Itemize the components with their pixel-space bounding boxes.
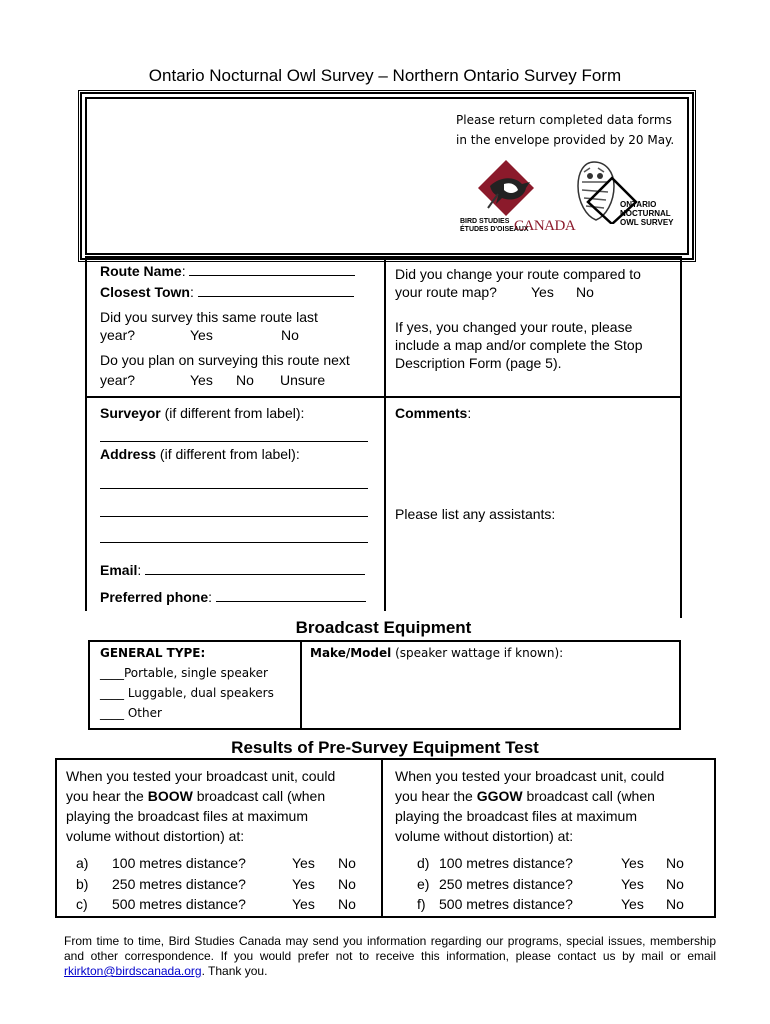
phone-input[interactable] — [216, 588, 366, 602]
email-input[interactable] — [145, 561, 365, 575]
distance-row-no[interactable]: No — [666, 855, 684, 871]
make-model-input[interactable] — [308, 666, 676, 724]
assistants-input[interactable] — [395, 526, 675, 606]
comments-row: Comments: — [395, 405, 472, 421]
surveyor-row: Surveyor (if different from label): — [100, 405, 305, 421]
test-title: Results of Pre-Survey Equipment Test — [231, 738, 539, 757]
return-note-line1: Please return completed data forms — [456, 113, 672, 127]
address-input-1[interactable] — [100, 475, 368, 489]
surveyor-left-border — [85, 398, 87, 611]
distance-row-text: 100 metres distance? — [439, 855, 573, 871]
distance-row-letter: d) — [417, 855, 430, 871]
comments-input[interactable] — [395, 424, 675, 494]
phone-label: Preferred phone — [100, 589, 209, 605]
distance-row-yes[interactable]: Yes — [621, 855, 644, 871]
distance-row-yes[interactable]: Yes — [292, 896, 315, 912]
make-model-label: Make/Model — [310, 646, 392, 660]
route-divider — [384, 256, 386, 611]
address-input-3[interactable] — [100, 529, 368, 543]
email-label: Email — [100, 562, 138, 578]
page-title: Ontario Nocturnal Owl Survey – Northern Ontario Survey Form — [148, 66, 622, 85]
onos-text-1: ONTARIO — [620, 200, 657, 209]
distance-row-no[interactable]: No — [666, 875, 684, 892]
distance-row-yes[interactable]: Yes — [621, 896, 644, 912]
ggow-species: GGOW — [476, 788, 523, 804]
changed-route-no[interactable]: No — [576, 284, 594, 300]
address-row: Address (if different from label): — [100, 446, 300, 462]
comments-right-border — [680, 398, 682, 618]
surveyor-label: Surveyor — [100, 405, 161, 421]
broadcast-divider — [300, 640, 302, 730]
distance-row-text: 250 metres distance? — [439, 875, 573, 892]
ontario-nocturnal-owl-survey-logo — [574, 158, 684, 234]
onos-text-3: OWL SURVEY — [620, 218, 674, 227]
distance-row-letter: a) — [76, 855, 89, 871]
option-luggable[interactable]: ____ Luggable, dual speakers — [100, 686, 274, 700]
route-name-label: Route Name — [100, 263, 182, 279]
assistants-label: Please list any assistants: — [395, 506, 556, 522]
bird-studies-canada-logo — [460, 158, 576, 240]
survey-last-year-no[interactable]: No — [281, 327, 299, 343]
distance-row-letter: f) — [417, 896, 426, 912]
onos-text-2: NOCTURNAL — [620, 209, 671, 218]
route-name-row: Route Name: — [100, 262, 355, 280]
bsc-text-fr: ÉTUDES D'OISEAUX — [460, 226, 529, 233]
distance-row-letter: b) — [76, 875, 89, 892]
plan-next-year-question: Do you plan on surveying this route next — [100, 352, 350, 368]
option-portable[interactable]: ____Portable, single speaker — [100, 666, 268, 680]
contact-email-link[interactable]: rkirkton@birdscanada.org — [64, 964, 202, 978]
distance-row-yes[interactable]: Yes — [621, 875, 644, 892]
plan-next-year-unsure[interactable]: Unsure — [280, 372, 326, 388]
changed-route-note: If yes, you changed your route, please include a map and/or complete the Stop Description Form (page 5). — [395, 319, 643, 371]
boow-question: When you tested your broadcast unit, could you hear the BOOW broadcast call (when playing the broadcast files at maximum volume without distortion) at: — [66, 768, 336, 844]
comments-label: Comments — [395, 405, 468, 421]
bsc-bird-icon — [460, 158, 570, 218]
distance-row-letter: e) — [417, 875, 430, 892]
general-type-label: GENERAL TYPE: — [100, 646, 206, 660]
bsc-canada-text: CANADA — [514, 218, 576, 234]
footer-note: From time to time, Bird Studies Canada may send you information regarding our programs, special issues, membership and other correspondence. If you would prefer not to receive this information, please contact us by mail or email rkirkton@birdscanada.org. Thank you. — [64, 934, 716, 978]
distance-row-text: 500 metres distance? — [439, 896, 573, 912]
closest-town-row: Closest Town: — [100, 283, 354, 301]
distance-row-no[interactable]: No — [666, 896, 684, 912]
return-note — [456, 110, 674, 150]
email-row: Email: — [100, 561, 365, 579]
plan-next-year-no[interactable]: No — [236, 372, 254, 388]
closest-town-input[interactable] — [198, 283, 354, 297]
boow-species: BOOW — [147, 788, 193, 804]
changed-route-question: Did you change your route compared to — [395, 266, 641, 282]
distance-row-text: 100 metres distance? — [112, 855, 246, 871]
surveyor-input[interactable] — [100, 428, 368, 442]
distance-row-letter: c) — [76, 896, 88, 912]
address-input-2[interactable] — [100, 503, 368, 517]
survey-last-year-yes[interactable]: Yes — [190, 327, 213, 343]
address-label: Address — [100, 446, 157, 462]
distance-row-yes[interactable]: Yes — [292, 855, 315, 871]
distance-row-no[interactable]: No — [338, 855, 356, 871]
closest-town-label: Closest Town — [100, 284, 190, 300]
make-model-row: Make/Model (speaker wattage if known): — [310, 646, 564, 660]
distance-row-text: 500 metres distance? — [112, 896, 246, 912]
distance-row-text: 250 metres distance? — [112, 875, 246, 892]
return-note-line2: in the envelope provided by 20 May. — [456, 133, 675, 147]
bsc-text-en: BIRD STUDIES — [460, 218, 510, 225]
broadcast-title: Broadcast Equipment — [295, 618, 472, 637]
distance-row-no[interactable]: No — [338, 896, 356, 912]
survey-last-year-question: Did you survey this same route last — [100, 309, 318, 325]
distance-row-no[interactable]: No — [338, 875, 356, 892]
test-divider — [381, 758, 383, 918]
route-name-input[interactable] — [189, 262, 355, 276]
changed-route-yes[interactable]: Yes — [531, 284, 554, 300]
phone-row: Preferred phone: — [100, 588, 366, 606]
distance-row-yes[interactable]: Yes — [292, 875, 315, 892]
ggow-question: When you tested your broadcast unit, could you hear the GGOW broadcast call (when playing the broadcast files at maximum volume without distortion) at: — [395, 768, 665, 844]
plan-next-year-yes[interactable]: Yes — [190, 372, 213, 388]
option-other[interactable]: ____ Other — [100, 706, 162, 720]
